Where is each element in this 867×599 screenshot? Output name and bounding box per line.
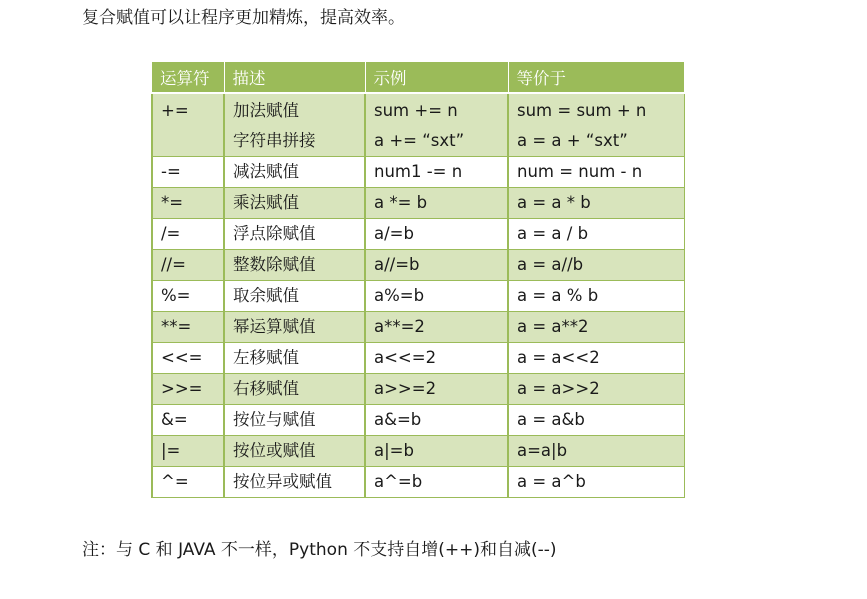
- description-cell: [224, 467, 365, 498]
- equivalent-cell: [508, 312, 684, 343]
- table-row: [152, 281, 684, 312]
- operator-cell: [152, 312, 224, 343]
- equivalent-cell: [508, 343, 684, 374]
- equivalent-text: a = a * b: [517, 193, 591, 212]
- table-row: [152, 312, 684, 343]
- table-row: [152, 405, 684, 436]
- operator-text: %=: [161, 286, 191, 305]
- operator-text: -=: [161, 162, 181, 181]
- equivalent-cell: [508, 250, 684, 281]
- description-text: 按位异或赋值: [233, 472, 332, 491]
- description-cell: [224, 436, 365, 467]
- compound-assignment-table: [151, 62, 685, 498]
- description-cell: [224, 157, 365, 188]
- table-row: [152, 188, 684, 219]
- example-cell: [365, 188, 508, 219]
- example-cell: [365, 219, 508, 250]
- description-cell: [224, 374, 365, 405]
- example-cell: [365, 405, 508, 436]
- operator-cell: [152, 374, 224, 405]
- table-row: [152, 250, 684, 281]
- example-cell: [365, 157, 508, 188]
- example-cell: [365, 467, 508, 498]
- operator-cell: [152, 343, 224, 374]
- description-text: 字符串拼接: [233, 131, 316, 150]
- description-cell: [224, 343, 365, 374]
- operator-text: //=: [161, 255, 186, 274]
- description-text: 减法赋值: [233, 162, 299, 181]
- example-text: a>>=2: [374, 379, 437, 398]
- operator-text: +=: [161, 101, 189, 120]
- operator-text: /=: [161, 224, 181, 243]
- example-text: a += “sxt”: [374, 131, 465, 150]
- table-row: [152, 157, 684, 188]
- table-row: [152, 436, 684, 467]
- description-text: 浮点除赋值: [233, 224, 316, 243]
- table-row: [152, 219, 684, 250]
- operator-text: *=: [161, 193, 184, 212]
- equivalent-cell: [508, 405, 684, 436]
- operator-cell: [152, 157, 224, 188]
- example-cell: [365, 250, 508, 281]
- example-text: num1 -= n: [374, 162, 463, 181]
- operator-text: |=: [161, 441, 181, 460]
- description-text: 整数除赋值: [233, 255, 316, 274]
- equivalent-text: a = a<<2: [517, 348, 600, 367]
- equivalent-text: a=a|b: [517, 441, 568, 460]
- example-text: a^=b: [374, 472, 423, 491]
- note-paragraph: 注：与 C 和 JAVA 不一样，Python 不支持自增(++)和自减(--): [82, 540, 557, 560]
- example-cell: [365, 343, 508, 374]
- table-body: [152, 93, 684, 498]
- equivalent-cell: [508, 374, 684, 405]
- equivalent-text: a = a^b: [517, 472, 586, 491]
- header-equivalent: 等价于: [508, 62, 684, 93]
- operator-cell: [152, 93, 224, 157]
- example-text: a/=b: [374, 224, 414, 243]
- description-cell: [224, 281, 365, 312]
- description-cell: [224, 219, 365, 250]
- operator-cell: [152, 281, 224, 312]
- table-row: [152, 343, 684, 374]
- example-text: a|=b: [374, 441, 414, 460]
- equivalent-cell: [508, 157, 684, 188]
- header-example: 示例: [365, 62, 508, 93]
- description-cell: [224, 250, 365, 281]
- operator-cell: [152, 405, 224, 436]
- operator-text: ^=: [161, 472, 189, 491]
- operator-text: **=: [161, 317, 192, 336]
- example-text: a<<=2: [374, 348, 437, 367]
- example-cell: [365, 281, 508, 312]
- table-header-row: [152, 62, 684, 93]
- equivalent-text: a = a % b: [517, 286, 599, 305]
- table-row: [152, 93, 684, 157]
- equivalent-text: a = a//b: [517, 255, 584, 274]
- description-text: 右移赋值: [233, 379, 299, 398]
- equivalent-text: sum = sum + n: [517, 101, 647, 120]
- description-cell: [224, 188, 365, 219]
- description-text: 按位或赋值: [233, 441, 316, 460]
- operator-text: >>=: [161, 379, 203, 398]
- description-cell: [224, 312, 365, 343]
- equivalent-cell: [508, 436, 684, 467]
- example-cell: [365, 374, 508, 405]
- equivalent-cell: [508, 219, 684, 250]
- example-cell: [365, 436, 508, 467]
- description-text: 加法赋值: [233, 101, 299, 120]
- example-text: a&=b: [374, 410, 422, 429]
- example-cell: [365, 312, 508, 343]
- operator-cell: [152, 467, 224, 498]
- header-description: 描述: [224, 62, 365, 93]
- equivalent-cell: [508, 281, 684, 312]
- table-row: [152, 467, 684, 498]
- example-text: a *= b: [374, 193, 428, 212]
- example-text: a%=b: [374, 286, 425, 305]
- description-text: 幂运算赋值: [233, 317, 316, 336]
- example-text: sum += n: [374, 101, 458, 120]
- header-operator: 运算符: [152, 62, 224, 93]
- equivalent-text: a = a&b: [517, 410, 585, 429]
- description-text: 乘法赋值: [233, 193, 299, 212]
- operator-cell: [152, 250, 224, 281]
- equivalent-text: num = num - n: [517, 162, 643, 181]
- description-text: 取余赋值: [233, 286, 299, 305]
- description-cell: [224, 405, 365, 436]
- operator-cell: [152, 188, 224, 219]
- example-cell: [365, 93, 508, 157]
- operator-cell: [152, 219, 224, 250]
- operator-text: <<=: [161, 348, 203, 367]
- operator-cell: [152, 436, 224, 467]
- equivalent-cell: [508, 188, 684, 219]
- equivalent-text: a = a>>2: [517, 379, 600, 398]
- equivalent-text: a = a / b: [517, 224, 589, 243]
- description-cell: [224, 93, 365, 157]
- operator-text: &=: [161, 410, 188, 429]
- description-text: 按位与赋值: [233, 410, 316, 429]
- equivalent-text: a = a + “sxt”: [517, 131, 628, 150]
- table-row: [152, 374, 684, 405]
- equivalent-text: a = a**2: [517, 317, 589, 336]
- equivalent-cell: [508, 93, 684, 157]
- example-text: a**=2: [374, 317, 425, 336]
- example-text: a//=b: [374, 255, 420, 274]
- intro-paragraph: 复合赋值可以让程序更加精炼，提高效率。: [82, 8, 405, 28]
- equivalent-cell: [508, 467, 684, 498]
- description-text: 左移赋值: [233, 348, 299, 367]
